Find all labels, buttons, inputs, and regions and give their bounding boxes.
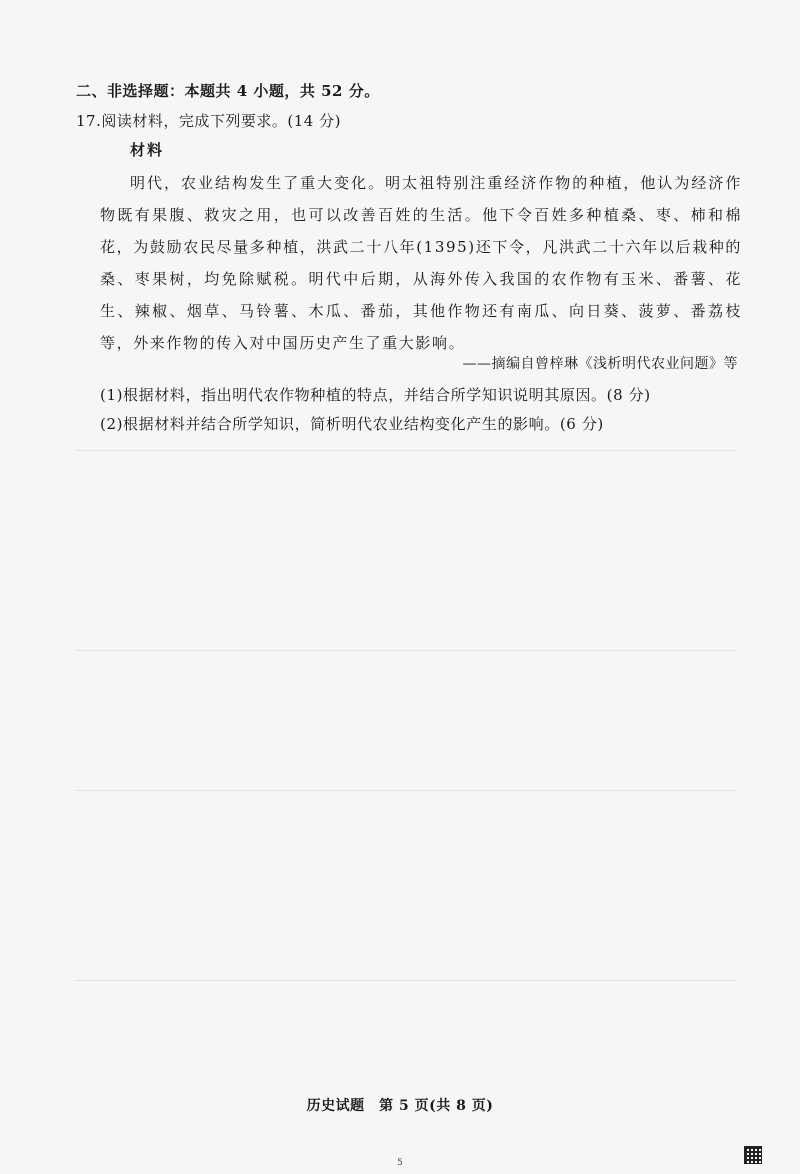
answer-line — [76, 450, 736, 451]
material-label: 材料 — [130, 141, 165, 159]
material-text: 明代，农业结构发生了重大变化。明太祖特别注重经济作物的种植，他认为经济作物既有果腹、救灾之用，也可以改善百姓的生活。他下令百姓多种植桑、枣、柿和棉花，为鼓励农民尽量多种植，洪武二十八年(1395)还下令，凡洪武二十六年以后栽种的桑、枣果树，均免除赋税。明代中后期，从海外传入我国的农作物有玉米、番薯、花生、辣椒、烟草、马铃薯、木瓜、番茄，其他作物还有南瓜、向日葵、菠萝、番荔枝等，外来作物的传入对中国历史产生了重大影响。 — [100, 174, 742, 352]
qr-code-icon — [744, 1146, 762, 1164]
page-footer: 历史试题 第 5 页(共 8 页) — [306, 1098, 494, 1114]
material-source: ——摘编自曾梓琳《浅析明代农业问题》等 — [462, 356, 738, 372]
scanner-watermark — [744, 1146, 796, 1168]
answer-line — [76, 980, 736, 981]
page-number: 5 — [397, 1158, 403, 1168]
answer-line — [76, 650, 736, 651]
question-stem: 17.阅读材料，完成下列要求。(14 分) — [76, 112, 341, 130]
sub-question-1: (1)根据材料，指出明代农作物种植的特点，并结合所学知识说明其原因。(8 分) — [100, 386, 651, 404]
answer-area — [76, 450, 736, 1030]
sub-question-2: (2)根据材料并结合所学知识，简析明代农业结构变化产生的影响。(6 分) — [100, 415, 604, 433]
section-heading: 二、非选择题：本题共 4 小题，共 52 分。 — [76, 82, 380, 100]
answer-line — [76, 790, 736, 791]
